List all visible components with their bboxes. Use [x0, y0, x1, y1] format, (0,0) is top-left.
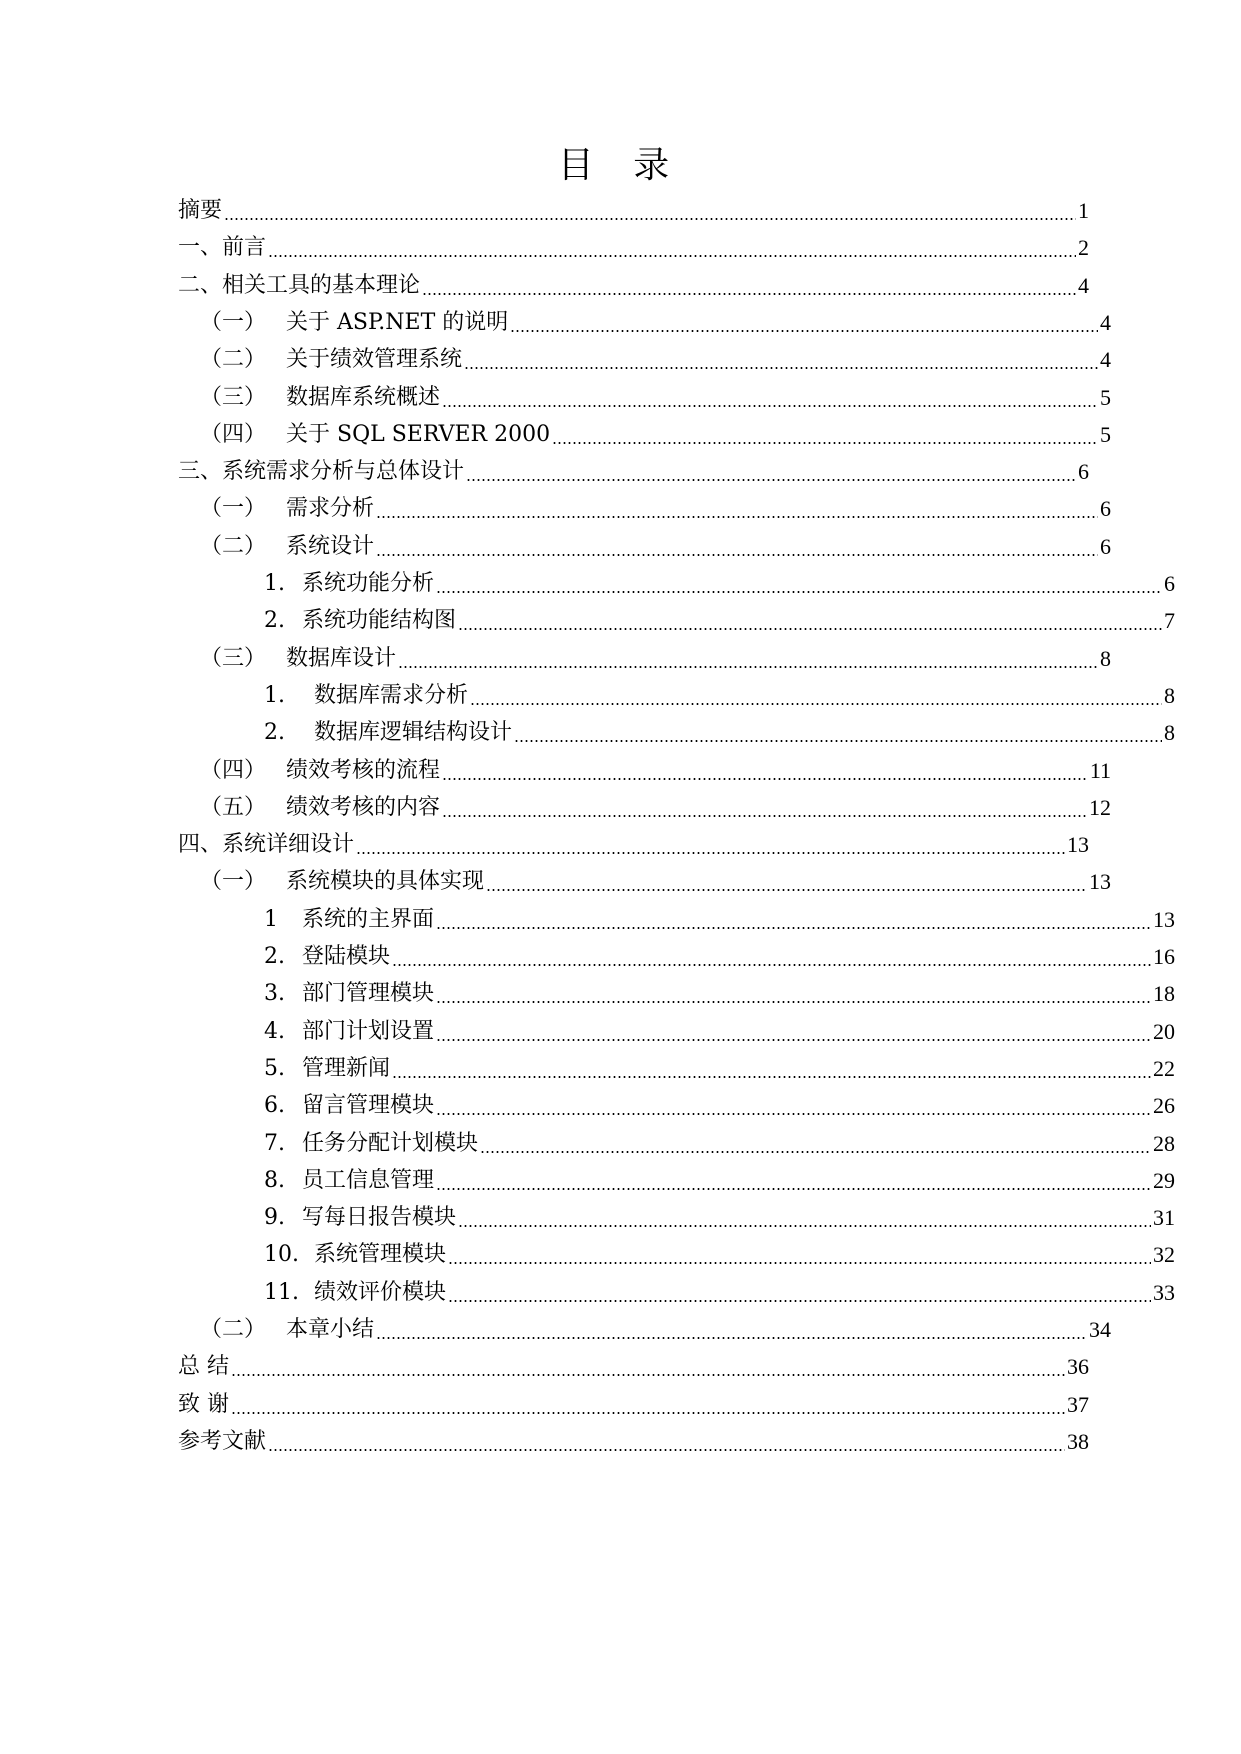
toc-dot-leader — [436, 1039, 1151, 1041]
toc-entry[interactable] — [178, 1309, 1111, 1351]
toc-dot-leader — [436, 1113, 1151, 1115]
toc-entry-page-number: 12 — [1089, 794, 1111, 820]
toc-entry-label — [200, 644, 396, 674]
toc-dot-leader — [376, 1337, 1087, 1339]
toc-entry-page-number: 8 — [1164, 720, 1175, 746]
toc-entry-page-number: 6 — [1164, 571, 1175, 596]
toc-entry-page-number: 33 — [1153, 1279, 1175, 1305]
toc-entry-page-number: 13 — [1089, 869, 1111, 895]
toc-entry-label — [200, 756, 440, 786]
toc-entry[interactable] — [178, 973, 1175, 1015]
toc-entry[interactable] — [178, 1160, 1175, 1202]
toc-entry[interactable] — [178, 600, 1175, 642]
toc-entry-label — [264, 681, 468, 711]
toc-entry[interactable] — [178, 824, 1089, 866]
toc-entry[interactable] — [178, 861, 1111, 903]
toc-entry-text: 参考文献 — [178, 1428, 267, 1454]
toc-entry-text: 系统功能结构图 — [302, 608, 457, 634]
toc-entry-number: （一） — [200, 869, 267, 895]
toc-entry-label — [178, 1352, 229, 1382]
toc-entry-text: 一、前言 — [178, 235, 267, 261]
toc-entry[interactable] — [178, 563, 1175, 605]
toc-entry-label — [264, 1054, 390, 1084]
toc-entry[interactable] — [178, 488, 1111, 530]
toc-entry-text: 系统的主界面 — [302, 906, 435, 932]
toc-entry-label — [264, 1278, 446, 1308]
toc-entry-number: （四） — [200, 757, 267, 783]
toc-entry-number: （一） — [200, 496, 267, 522]
toc-dot-leader — [392, 964, 1151, 966]
toc-dot-leader — [376, 554, 1098, 556]
toc-entry-page-number: 11 — [1089, 757, 1111, 783]
toc-entry-page-number: 37 — [1067, 1391, 1089, 1417]
toc-dot-leader — [436, 1001, 1151, 1003]
toc-dot-leader — [458, 628, 1162, 630]
toc-entry-label — [178, 1390, 229, 1420]
toc-entry-page-number: 5 — [1100, 384, 1111, 410]
toc-dot-leader — [356, 852, 1065, 854]
toc-dot-leader — [514, 740, 1162, 742]
toc-entry-page-number: 20 — [1153, 1018, 1175, 1044]
toc-entry-label — [264, 606, 456, 636]
toc-entry-text: 三、系统需求分析与总体设计 — [178, 459, 465, 485]
toc-entry-number: 2. — [264, 720, 285, 746]
toc-entry-label — [264, 1091, 434, 1121]
toc-entry-text: 绩效考核的内容 — [286, 794, 441, 820]
toc-entry-text: 致 谢 — [178, 1391, 229, 1417]
toc-dot-leader — [448, 1300, 1151, 1302]
toc-entry-text: 关于 ASP.NET 的说明 — [286, 309, 509, 335]
toc-entry-number: 7. — [264, 1130, 285, 1156]
toc-entry[interactable] — [178, 414, 1111, 456]
toc-entry-label — [200, 1315, 374, 1345]
toc-entry[interactable] — [178, 302, 1111, 344]
toc-entry-page-number: 8 — [1100, 645, 1111, 671]
toc-dot-leader — [442, 815, 1087, 817]
toc-entry-label — [200, 420, 550, 450]
toc-entry-label — [264, 1017, 434, 1047]
toc-entry-label — [178, 1427, 266, 1457]
toc-entry-text: 任务分配计划模块 — [302, 1130, 479, 1156]
toc-entry-text: 四、系统详细设计 — [178, 832, 355, 858]
toc-entry[interactable] — [178, 1197, 1175, 1239]
toc-entry-number: 9. — [264, 1205, 285, 1231]
toc-entry[interactable] — [178, 1123, 1175, 1165]
toc-entry-page-number: 32 — [1153, 1242, 1175, 1268]
toc-entry-page-number: 16 — [1153, 944, 1175, 969]
toc-entry-page-number: 8 — [1164, 682, 1175, 708]
toc-title: 目 录 — [557, 145, 684, 186]
toc-entry-text: 系统设计 — [286, 533, 375, 559]
toc-entry-label — [200, 867, 484, 897]
toc-entry-page-number: 13 — [1153, 906, 1175, 932]
toc-entry-label — [178, 271, 420, 301]
toc-dot-leader — [470, 703, 1162, 705]
toc-entry-page-number: 5 — [1100, 421, 1111, 447]
toc-entry-text: 摘要 — [178, 198, 223, 223]
toc-entry-text: 写每日报告模块 — [302, 1205, 457, 1231]
toc-entry-text: 系统管理模块 — [314, 1242, 447, 1268]
toc-dot-leader — [398, 666, 1098, 668]
toc-entry-label — [178, 233, 266, 263]
toc-entry[interactable] — [178, 1421, 1089, 1463]
toc-entry-page-number: 18 — [1153, 981, 1175, 1007]
toc-entry-text: 留言管理模块 — [302, 1093, 435, 1119]
toc-entry-number: （二） — [200, 347, 267, 373]
toc-entry-label — [178, 830, 354, 860]
toc-entry-number: （一） — [200, 309, 267, 335]
toc-entry-label — [200, 345, 462, 375]
toc-entry-text: 绩效考核的流程 — [286, 757, 441, 783]
toc-dot-leader — [442, 405, 1098, 407]
toc-entry-number: 3. — [264, 981, 285, 1007]
toc-entry-label — [264, 1166, 434, 1196]
toc-dot-leader — [268, 255, 1076, 257]
toc-entry-number: 2. — [264, 944, 285, 969]
toc-dot-leader — [376, 516, 1098, 518]
toc-entry[interactable] — [178, 1234, 1175, 1276]
toc-dot-leader — [231, 1374, 1065, 1376]
toc-entry-number: 8. — [264, 1167, 285, 1193]
toc-entry-text: 数据库设计 — [286, 645, 397, 671]
toc-entry[interactable] — [178, 750, 1111, 792]
toc-entry-page-number: 29 — [1153, 1167, 1175, 1193]
toc-entry-number: （四） — [200, 421, 267, 447]
toc-entry-page-number: 26 — [1153, 1093, 1175, 1119]
toc-dot-leader — [458, 1225, 1151, 1227]
toc-entry-text: 员工信息管理 — [302, 1167, 435, 1193]
toc-entry-label — [178, 457, 464, 487]
toc-entry-label — [264, 1240, 446, 1270]
toc-entry-number: 2. — [264, 608, 285, 634]
toc-entry-page-number: 13 — [1067, 832, 1089, 858]
toc-entry-text: 管理新闻 — [302, 1055, 391, 1081]
toc-entry-number: 4. — [264, 1018, 285, 1044]
toc-entry[interactable] — [178, 1011, 1175, 1053]
toc-entry-page-number: 6 — [1100, 496, 1111, 522]
toc-dot-leader — [436, 1188, 1151, 1190]
toc-entry[interactable] — [178, 451, 1089, 493]
toc-entry-page-number: 34 — [1089, 1317, 1111, 1342]
toc-entry-page-number: 31 — [1153, 1205, 1175, 1231]
toc-entry[interactable] — [178, 638, 1111, 680]
toc-entry-page-number: 4 — [1078, 272, 1089, 298]
toc-entry-text: 数据库需求分析 — [314, 682, 469, 708]
toc-dot-leader — [422, 293, 1076, 295]
toc-entry[interactable] — [178, 227, 1089, 269]
toc-entry-number: 1. — [264, 571, 285, 596]
toc-dot-leader — [448, 1262, 1151, 1264]
toc-entry-text: 绩效评价模块 — [314, 1279, 447, 1305]
toc-entry-number: （二） — [200, 1317, 267, 1342]
toc-entry-label — [264, 1203, 456, 1233]
toc-entry-number: （三） — [200, 645, 267, 671]
toc-entry-page-number: 6 — [1078, 459, 1089, 485]
toc-dot-leader — [442, 778, 1088, 780]
toc-entry-text: 系统模块的具体实现 — [286, 869, 485, 895]
toc-entry[interactable] — [178, 712, 1175, 754]
toc-entry-text: 登陆模块 — [302, 944, 391, 969]
toc-entry-label — [264, 1129, 478, 1159]
toc-entry[interactable] — [178, 787, 1111, 829]
toc-entry-label — [200, 793, 440, 823]
toc-entry[interactable] — [178, 936, 1175, 978]
toc-entry-text: 数据库逻辑结构设计 — [314, 720, 513, 746]
toc-dot-leader — [552, 442, 1098, 444]
toc-entry-label — [178, 196, 222, 226]
toc-dot-leader — [436, 591, 1162, 593]
toc-entry-page-number: 6 — [1100, 533, 1111, 559]
toc-entry[interactable] — [178, 339, 1111, 381]
toc-entry-text: 部门计划设置 — [302, 1018, 435, 1044]
toc-entry-number: 5. — [264, 1055, 285, 1081]
toc-entry-number: 1. — [264, 682, 285, 708]
toc-dot-leader — [436, 927, 1151, 929]
toc-entry-page-number: 4 — [1100, 347, 1111, 373]
toc-entry[interactable] — [178, 899, 1175, 941]
toc-entry-text: 系统功能分析 — [302, 571, 435, 596]
toc-entry-label — [200, 494, 374, 524]
toc-dot-leader — [231, 1412, 1065, 1414]
toc-entry[interactable] — [178, 265, 1089, 307]
toc-entry[interactable] — [178, 190, 1089, 232]
toc-entry-label — [264, 979, 434, 1009]
toc-entry[interactable] — [178, 1384, 1089, 1426]
toc-entry-text: 总 结 — [178, 1354, 229, 1380]
toc-entry-label — [200, 308, 508, 338]
toc-entry[interactable] — [178, 1346, 1089, 1388]
toc-dot-leader — [466, 479, 1076, 481]
toc-entry-number: （五） — [200, 794, 267, 820]
toc-dot-leader — [464, 367, 1098, 369]
toc-entry[interactable] — [178, 1048, 1175, 1090]
toc-entry-text: 数据库系统概述 — [286, 384, 441, 410]
toc-entry-page-number: 4 — [1100, 309, 1111, 335]
toc-entry-page-number: 22 — [1153, 1055, 1175, 1081]
toc-entry-number: 6. — [264, 1093, 285, 1119]
toc-dot-leader — [510, 330, 1098, 332]
toc-entry-label — [264, 942, 390, 972]
toc-dot-leader — [486, 889, 1087, 891]
toc-entry-page-number: 28 — [1153, 1130, 1175, 1156]
toc-entry-number: 11. — [264, 1279, 299, 1305]
toc-entry-page-number: 2 — [1078, 235, 1089, 261]
toc-entry[interactable] — [178, 1085, 1175, 1127]
toc-entry-label — [200, 532, 374, 562]
toc-entry-text: 部门管理模块 — [302, 981, 435, 1007]
toc-entry-number: （三） — [200, 384, 267, 410]
toc-entry-label — [264, 569, 434, 599]
toc-entry-text: 需求分析 — [286, 496, 375, 522]
toc-entry-page-number: 36 — [1067, 1354, 1089, 1380]
toc-entry-text: 关于 SQL SERVER 2000 — [286, 421, 551, 447]
toc-entry-text: 关于绩效管理系统 — [286, 347, 463, 373]
toc-entry[interactable] — [178, 377, 1111, 419]
toc-entry-text: 二、相关工具的基本理论 — [178, 272, 421, 298]
toc-entry-page-number: 7 — [1164, 608, 1175, 634]
toc-entry-label — [200, 383, 440, 413]
toc-dot-leader — [392, 1076, 1151, 1078]
toc-entry-page-number: 1 — [1078, 198, 1089, 223]
toc-dot-leader — [224, 218, 1076, 220]
toc-entry-label — [264, 718, 512, 748]
toc-entry-number: （二） — [200, 533, 267, 559]
toc-entry-number: 10. — [264, 1242, 299, 1268]
toc-entry-page-number: 38 — [1067, 1428, 1089, 1454]
toc-entry[interactable] — [178, 1272, 1175, 1314]
toc-entry[interactable] — [178, 675, 1175, 717]
toc-entry-text: 本章小结 — [286, 1317, 375, 1342]
toc-dot-leader — [480, 1151, 1151, 1153]
toc-entry-number: 1 — [264, 906, 278, 932]
toc-entry[interactable] — [178, 526, 1111, 568]
toc-dot-leader — [268, 1449, 1065, 1451]
toc-entry-label — [264, 905, 434, 935]
